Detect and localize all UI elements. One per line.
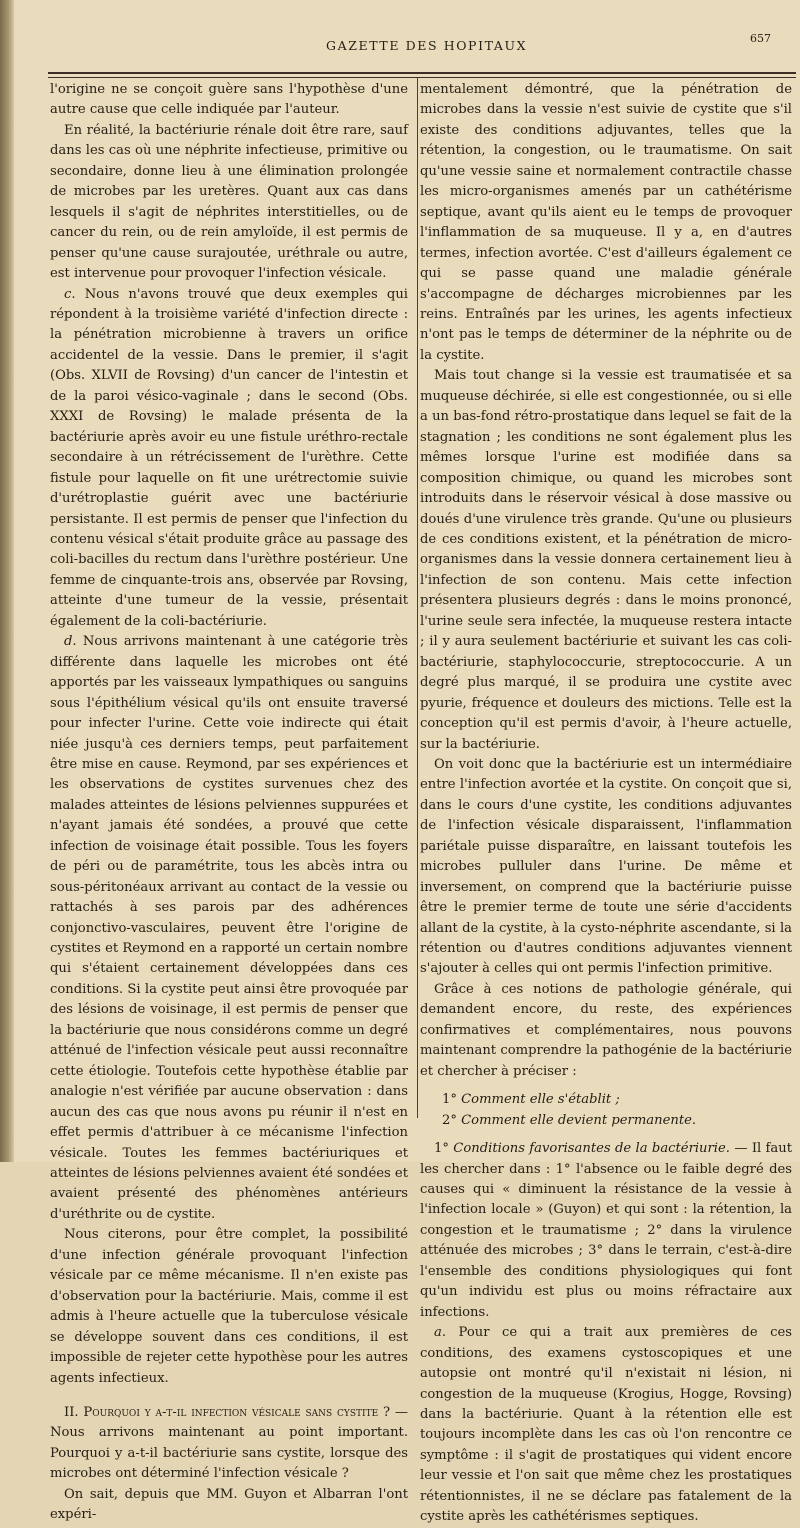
column-divider (417, 78, 418, 1118)
item-marker: a. (434, 1325, 447, 1341)
paragraph-text: — Il faut les chercher dans : 1° l'absence ou le faible degré des causes qui « diminuent la résistance de la vessie à l'infection locale » (Guyon) et qui sont : la rétention, la congestion et le traumatisme ; 2° dans la virulence atténuée des microbes ; 3° dans le terrain, c'est-à-dire l'ensemble des conditions physiologiques qui font qu'un individu est plus ou moins réfractaire aux infections. (420, 1141, 792, 1320)
paragraph: Mais tout change si la vessie est traumatisée et sa muqueuse déchirée, si elle est congestionnée, ou si elle a un bas-fond rétro-prostatique dans lequel se fait de la stagnation ; les conditions ne sont également plus les mêmes lorsque l'urine est modifiée dans sa composition chimique, ou quand les microbes sont introduits dans le réservoir vésical à dose massive ou doués d'une virulence très grande. Qu'une ou plusieurs de ces conditions existent, et la pénétration de micro-organismes dans la vessie donnera certainement lieu à l'infection de son contenu. Mais cette infection présentera plusieurs degrés : dans le moins prononcé, l'urine seule sera infectée, la muqueuse restera intacte ; il y aura seulement bactériurie et suivant les cas coli-bactériurie, staphylococcurie, streptococcurie. A un degré plus marqué, il se produira une cystite avec pyurie, fréquence et douleurs des mictions. Telle est la conception qu'il est permis d'avoir, à l'heure actuelle, sur la bactériurie. (420, 368, 792, 752)
section-heading-paragraph (50, 1403, 408, 1485)
paragraph: En réalité, la bactériurie rénale doit être rare, sauf dans les cas où une néphrite infectieuse, primitive ou secondaire, donne lieu à une élimination prolongée de microbes par les uretères. Quant aux cas dans lesquels il s'agit de néphrites interstitielles, ou de cancer du rein, ou de rein amyloïde, il est permis de penser qu'une cause surajoutée, uréthrale ou autre, est intervenue pour provoquer l'infection vésicale. (50, 122, 408, 282)
header-title: GAZETTE DES HOPITAUX (326, 38, 528, 53)
subsection-number: 1° (434, 1141, 449, 1157)
left-column (50, 80, 408, 1526)
paragraph: l'origine ne se conçoit guère sans l'hypothèse d'une autre cause que celle indiquée par l'auteur. (50, 82, 408, 118)
list-number: 1° (442, 1092, 457, 1108)
list-text: Comment elle devient permanente. (461, 1112, 697, 1128)
paragraph (50, 285, 408, 633)
page-header (14, 32, 800, 58)
section-number: II. (64, 1405, 79, 1420)
item-marker: d. (64, 634, 77, 650)
newspaper-page (14, 0, 800, 1525)
paragraph-text: — Nous arrivons maintenant au point important. Pourquoi y a-t-il bactériurie sans cystite, lorsque des microbes ont déterminé l'infection vésicale ? (50, 1405, 408, 1482)
subsection-title: Conditions favorisantes de la bactériurie. (453, 1141, 730, 1157)
book-binding (0, 0, 14, 1162)
paragraph: Nous citerons, pour être complet, la possibilité d'une infection générale provoquant l'infection vésicale par ce même mécanisme. Il n'en existe pas d'observation pour la bactériurie. Mais, comme il est admis à l'heure actuelle que la tuberculose vésicale se développe souvent dans ces conditions, il est impossible de rejeter cette hypothèse pour les autres agents infectieux. (50, 1227, 408, 1386)
paragraph-text: Nous arrivons maintenant à une catégorie très différente dans laquelle les microbes ont été apportés par les vaisseaux lympathiques ou sanguins sous l'épithélium vésical qu'ils ont ensuite traversé pour infecter l'urine. Cette voie indirecte qui était niée jusqu'à ces derniers temps, peut parfaitement être mise en cause. Reymond, par ses expériences et les observations de cystites survenues chez des malades atteintes de lésions pelviennes suppurées et n'ayant jamais été sondées, a prouvé que cette infection de voisinage était possible. Tous les foyers de péri ou de paramétrite, tous les abcès intra ou sous-péritonéaux arrivant au contact de la vessie ou rattachés à ses parois par des adhérences conjonctivo-vasculaires, peuvent être l'origine de cystites et Reymond en a rapporté un certain nombre qui s'étaient certainement développées dans ces conditions. Si la cystite peut ainsi être provoquée par des lésions de voisinage, il est permis de penser que la bactériurie que nous considérons comme un degré atténué de l'infection vésicale peut aussi reconnaître cette étiologie. Toutefois cette hypothèse établie par analogie n'est vérifiée par aucune observation : dans aucun des cas que nous avons pu réunir il n'est en effet permis d'attribuer à ce mécanisme l'infection vésicale. Toutes les femmes bactériuriques et atteintes de lésions pelviennes avaient été sondées et avaient présenté des phénomènes antérieurs d'uréthrite ou de cystite. (50, 634, 408, 1222)
right-column (420, 80, 792, 1528)
paragraph (420, 1139, 792, 1323)
section-title: Pourquoi y a-t-il infection vésicale sans cystite ? (83, 1405, 391, 1420)
paragraph-text: Nous n'avons trouvé que deux exemples qui répondent à la troisième variété d'infection directe : la pénétration microbienne à travers un orifice accidentel de la vessie. Dans le premier, il s'agit (Obs. XLVII de Rovsing) d'un cancer de l'intestin et de la paroi vésico-vaginale ; dans le second (Obs. XXXI de Rovsing) le malade présenta de la bactériurie après avoir eu une fistule uréthro-rectale secondaire à un rétrécissement de l'urèthre. Cette fistule pour laquelle on fit une urétrectomie suivie d'urétroplastie guérit avec une bactériurie persistante. Il est permis de penser que l'infection du contenu vésical s'était produite grâce au passage des coli-bacilles du rectum dans l'urèthre postérieur. Une femme de cinquante-trois ans, observée par Rovsing, atteinte d'une tumeur de la vessie, présentait également de la coli-bactériurie. (50, 286, 408, 629)
paragraph (420, 1323, 792, 1528)
paragraph: Grâce à ces notions de pathologie générale, qui demandent encore, du reste, des expériences confirmatives et complémentaires, nous pouvons maintenant comprendre la pathogénie de la bactériurie et chercher à préciser : (420, 981, 792, 1079)
list-number: 2° (442, 1112, 457, 1128)
list-item (420, 1111, 792, 1131)
paragraph: On voit donc que la bactériurie est un intermédiaire entre l'infection avortée et la cystite. On conçoit que si, dans le cours d'une cystite, les conditions adjuvantes de l'infection vésicale disparaissent, l'inflammation pariétale puisse disparaître, en laissant toutefois les microbes pulluler dans l'urine. De même et inversement, on comprend que la bactériurie puisse être le premier terme de toute une série d'accidents allant de la cystite, à la cysto-néphrite ascendante, si la rétention ou d'autres conditions adjuvantes viennent s'ajouter à celles qui ont permis l'infection primitive. (420, 756, 792, 977)
paragraph: On sait, depuis que MM. Guyon et Albarran l'ont expéri- (50, 1486, 408, 1523)
item-marker: c. (64, 286, 76, 302)
paragraph: mentalement démontré, que la pénétration de microbes dans la vessie n'est suivie de cystite que s'il existe des conditions adjuvantes, telles que la rétention, la congestion, ou le traumatisme. On sait qu'une vessie saine et normalement contractile chasse les micro-organismes amenés par un cathétérisme septique, avant qu'ils aient eu le temps de provoquer l'inflammation de sa muqueuse. Il y a, en d'autres termes, infection avortée. C'est d'ailleurs également ce qui se passe quand une maladie générale s'accompagne de décharges microbiennes par les reins. Entraînés par les urines, les agents infectieux n'ont pas le temps de déterminer de la néphrite ou de la cystite. (420, 82, 792, 363)
page-number: 657 (750, 32, 771, 45)
paragraph-text: Pour ce qui a trait aux premières de ces conditions, des examens cystoscopiques et une autopsie ont montré qu'il n'existait ni lésion, ni congestion de la muqueuse (Krogius, Hogge, Rovsing) dans la bactériurie. Quant à la rétention elle est toujours incomplète dans les cas où l'on rencontre ce symptôme : il s'agit de prostatiques qui vident encore leur vessie et l'on sait que même chez les prostatiques rétentionnistes, il ne se déclare pas fatalement de la cystite après les cathétérismes septiques. (420, 1325, 792, 1525)
paragraph (50, 632, 408, 1225)
header-rule (48, 72, 796, 74)
list-item (420, 1090, 792, 1110)
list-text: Comment elle s'établit ; (461, 1092, 620, 1108)
header-rule-thin (48, 77, 796, 78)
